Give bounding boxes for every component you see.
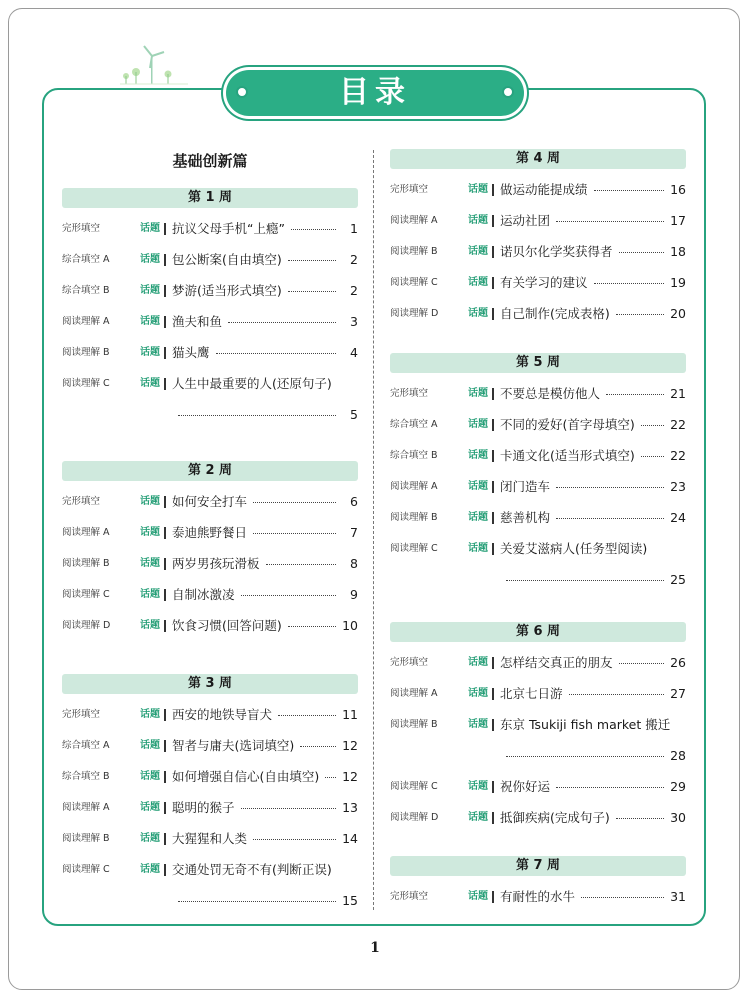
tag-separator [164,223,166,235]
toc-entry [390,508,686,528]
dot-leader [556,221,664,222]
toc-entry [390,211,686,231]
topic-tag: 话题 [140,771,160,782]
entry-page-number: 25 [670,572,686,587]
entry-title: 聪明的猴子 [172,800,235,815]
entry-title: 抗议父母手机“上瘾” [172,221,285,236]
tag-separator [164,864,166,876]
topic-tag: 话题 [468,719,488,730]
dot-leader [594,190,664,191]
entry-page-number: 2 [350,283,358,298]
entry-page-number: 3 [350,314,358,329]
toc-entry-continuation [390,746,686,766]
entry-title: 不同的爱好(首字母填空) [500,417,635,432]
tag-separator [164,589,166,601]
entry-title: 闭门造车 [500,479,551,494]
topic-tag: 话题 [468,512,488,523]
page-title: 目录 [339,75,411,110]
topic-tag: 话题 [140,558,160,569]
dot-leader [266,564,336,565]
dot-leader [556,518,664,519]
entry-type: 阅读理解 B [390,512,438,523]
topic-tag: 话题 [140,496,160,507]
week-header: 第 4 周 [390,149,686,169]
dot-leader [178,415,336,416]
toc-entry [390,446,686,466]
entry-type: 阅读理解 D [390,812,439,823]
dot-leader [616,818,664,819]
topic-tag: 话题 [468,688,488,699]
entry-title: 关爱艾滋病人(任务型阅读) [500,541,648,556]
entry-title: 做运动能提成绩 [500,182,588,197]
entry-page-number: 1 [350,221,358,236]
tag-separator [492,543,494,555]
entry-type: 阅读理解 A [390,688,438,699]
toc-entry-continuation [62,405,358,425]
toc-entry [390,273,686,293]
entry-title: 西安的地铁导盲犬 [172,707,273,722]
topic-tag: 话题 [468,481,488,492]
entry-title: 卡通文化(适当形式填空) [500,448,635,463]
page-number: 1 [370,940,380,956]
dot-leader [178,901,336,902]
toc-entry [390,477,686,497]
entry-page-number: 18 [670,244,686,259]
tag-separator [492,657,494,669]
tag-separator [164,316,166,328]
entry-type: 综合填空 B [62,285,110,296]
entry-title: 如何增强自信心(自由填空) [172,769,320,784]
entry-title: 泰迪熊野餐日 [172,525,248,540]
entry-type: 阅读理解 B [62,558,110,569]
topic-tag: 话题 [140,864,160,875]
topic-tag: 话题 [140,285,160,296]
entry-title: 自己制作(完成表格) [500,306,610,321]
entry-type: 完形填空 [390,184,429,195]
dot-leader [216,353,336,354]
dot-leader [506,756,664,757]
toc-entry [390,415,686,435]
entry-title: 交通处罚无奇不有(判断正误) [172,862,332,877]
entry-page-number: 27 [670,686,686,701]
week-header: 第 7 周 [390,856,686,876]
toc-entry [62,343,358,363]
dot-leader [641,425,664,426]
tag-separator [164,740,166,752]
topic-tag: 话题 [140,378,160,389]
entry-page-number: 2 [350,252,358,267]
entry-page-number: 17 [670,213,686,228]
entry-page-number: 12 [342,738,358,753]
entry-page-number: 31 [670,889,686,904]
toc-entry [62,585,358,605]
topic-tag: 话题 [140,740,160,751]
topic-tag: 话题 [140,347,160,358]
topic-tag: 话题 [468,543,488,554]
toc-entry [62,860,358,880]
topic-tag: 话题 [468,246,488,257]
entry-type: 综合填空 B [390,450,438,461]
topic-tag: 话题 [140,527,160,538]
entry-title: 包公断案(自由填空) [172,252,282,267]
entry-page-number: 10 [342,618,358,633]
tag-separator [492,184,494,196]
entry-type: 完形填空 [390,657,429,668]
entry-type: 阅读理解 A [62,802,110,813]
entry-page-number: 14 [342,831,358,846]
tag-separator [164,620,166,632]
entry-title: 东京 Tsukiji fish market 搬迁 [500,717,671,732]
toc-entry [390,777,686,797]
dot-leader [253,839,336,840]
toc-entry [62,312,358,332]
title-banner [226,70,524,116]
dot-leader [253,502,336,503]
dot-leader [288,291,336,292]
entry-type: 阅读理解 B [390,246,438,257]
dot-leader [556,787,664,788]
dot-leader [288,260,336,261]
toc-entry [62,705,358,725]
entry-type: 完形填空 [62,223,101,234]
topic-tag: 话题 [468,215,488,226]
dot-leader [288,626,336,627]
week-header: 第 1 周 [62,188,358,208]
toc-entry [390,684,686,704]
dot-leader [594,283,664,284]
dot-leader [569,694,664,695]
topic-tag: 话题 [140,709,160,720]
dot-leader [641,456,664,457]
dot-leader [619,663,664,664]
entry-type: 完形填空 [390,891,429,902]
entry-type: 综合填空 A [390,419,438,430]
entry-type: 阅读理解 C [62,864,110,875]
topic-tag: 话题 [468,657,488,668]
tag-separator [492,688,494,700]
entry-title: 饮食习惯(回答问题) [172,618,282,633]
entry-page-number: 7 [350,525,358,540]
entry-page-number: 20 [670,306,686,321]
tag-separator [164,802,166,814]
dot-leader [228,322,336,323]
entry-type: 阅读理解 D [390,308,439,319]
toc-entry [390,242,686,262]
toc-entry [390,304,686,324]
topic-tag: 话题 [468,277,488,288]
tag-separator [492,419,494,431]
topic-tag: 话题 [140,316,160,327]
entry-page-number: 12 [342,769,358,784]
dot-leader [616,314,664,315]
column-divider [373,150,374,910]
entry-page-number: 22 [670,417,686,432]
dot-leader [291,229,336,230]
entry-page-number: 24 [670,510,686,525]
toc-entry [62,798,358,818]
toc-entry [62,616,358,636]
topic-tag: 话题 [468,184,488,195]
dot-leader [619,252,664,253]
tag-separator [492,891,494,903]
toc-entry [62,219,358,239]
entry-title: 如何安全打车 [172,494,248,509]
dot-leader [606,394,664,395]
toc-entry [390,808,686,828]
entry-type: 阅读理解 D [62,620,111,631]
topic-tag: 话题 [140,620,160,631]
week-header: 第 5 周 [390,353,686,373]
tag-separator [164,347,166,359]
entry-title: 智者与庸夫(选词填空) [172,738,295,753]
entry-type: 阅读理解 A [390,215,438,226]
tag-separator [164,254,166,266]
topic-tag: 话题 [140,802,160,813]
tag-separator [492,512,494,524]
tag-separator [492,719,494,731]
toc-entry [62,554,358,574]
entry-page-number: 9 [350,587,358,602]
dot-leader [506,580,664,581]
dot-leader [253,533,336,534]
toc-entry [390,384,686,404]
section-title: 基础创新篇 [172,152,248,170]
entry-title: 祝你好运 [500,779,551,794]
week-header: 第 6 周 [390,622,686,642]
toc-entry [62,492,358,512]
entry-page-number: 19 [670,275,686,290]
topic-tag: 话题 [468,308,488,319]
entry-type: 综合填空 A [62,740,110,751]
entry-title: 梦游(适当形式填空) [172,283,282,298]
topic-tag: 话题 [468,388,488,399]
tag-separator [164,378,166,390]
entry-title: 两岁男孩玩滑板 [172,556,260,571]
windmill-trees-icon [118,40,190,86]
toc-entry [62,829,358,849]
dot-leader [300,746,336,747]
tag-separator [164,496,166,508]
entry-title: 不要总是模仿他人 [500,386,601,401]
entry-page-number: 5 [350,407,358,422]
entry-title: 大猩猩和人类 [172,831,248,846]
dot-leader [325,777,336,778]
entry-type: 完形填空 [62,496,101,507]
week-header: 第 2 周 [62,461,358,481]
tag-separator [492,812,494,824]
entry-type: 完形填空 [62,709,101,720]
entry-page-number: 22 [670,448,686,463]
entry-type: 阅读理解 A [390,481,438,492]
toc-entry [62,281,358,301]
dot-leader [241,595,336,596]
toc-entry [62,767,358,787]
topic-tag: 话题 [140,254,160,265]
entry-page-number: 6 [350,494,358,509]
tag-separator [164,558,166,570]
tag-separator [164,771,166,783]
entry-page-number: 4 [350,345,358,360]
dot-leader [278,715,336,716]
entry-type: 阅读理解 C [62,589,110,600]
dot-leader [581,897,664,898]
entry-type: 阅读理解 C [62,378,110,389]
topic-tag: 话题 [468,450,488,461]
topic-tag: 话题 [468,891,488,902]
tag-separator [492,246,494,258]
dot-leader [241,808,336,809]
toc-entry [62,736,358,756]
entry-title: 北京七日游 [500,686,563,701]
toc-entry [390,653,686,673]
entry-title: 猫头鹰 [172,345,210,360]
entry-page-number: 28 [670,748,686,763]
toc-entry [62,523,358,543]
topic-tag: 话题 [140,589,160,600]
tag-separator [492,388,494,400]
entry-title: 诺贝尔化学奖获得者 [500,244,613,259]
toc-entry [390,887,686,907]
entry-type: 综合填空 B [62,771,110,782]
entry-type: 阅读理解 B [390,719,438,730]
topic-tag: 话题 [468,419,488,430]
entry-title: 抵御疾病(完成句子) [500,810,610,825]
entry-page-number: 26 [670,655,686,670]
toc-entry-continuation [62,891,358,911]
tag-separator [164,833,166,845]
entry-page-number: 30 [670,810,686,825]
entry-type: 阅读理解 B [62,833,110,844]
entry-page-number: 16 [670,182,686,197]
entry-type: 阅读理解 B [62,347,110,358]
week-header: 第 3 周 [62,674,358,694]
toc-entry [390,715,686,735]
entry-type: 完形填空 [390,388,429,399]
tag-separator [492,481,494,493]
entry-title: 慈善机构 [500,510,551,525]
entry-page-number: 11 [342,707,358,722]
topic-tag: 话题 [468,781,488,792]
entry-title: 自制冰激凌 [172,587,235,602]
entry-page-number: 15 [342,893,358,908]
entry-type: 阅读理解 C [390,543,438,554]
entry-page-number: 8 [350,556,358,571]
tag-separator [492,308,494,320]
tag-separator [492,277,494,289]
entry-title: 人生中最重要的人(还原句子) [172,376,332,391]
entry-title: 运动社团 [500,213,551,228]
tag-separator [492,215,494,227]
entry-page-number: 23 [670,479,686,494]
entry-title: 有耐性的水牛 [500,889,576,904]
entry-title: 有关学习的建议 [500,275,588,290]
entry-type: 阅读理解 C [390,277,438,288]
topic-tag: 话题 [468,812,488,823]
toc-entry-continuation [390,570,686,590]
entry-page-number: 13 [342,800,358,815]
tag-separator [164,709,166,721]
toc-entry [62,374,358,394]
toc-entry [62,250,358,270]
toc-entry [390,539,686,559]
tag-separator [492,781,494,793]
entry-type: 阅读理解 A [62,527,110,538]
entry-page-number: 21 [670,386,686,401]
entry-title: 渔夫和鱼 [172,314,223,329]
dot-leader [556,487,664,488]
tag-separator [164,285,166,297]
entry-type: 阅读理解 A [62,316,110,327]
entry-page-number: 29 [670,779,686,794]
tag-separator [492,450,494,462]
toc-entry [390,180,686,200]
topic-tag: 话题 [140,223,160,234]
entry-type: 综合填空 A [62,254,110,265]
tag-separator [164,527,166,539]
entry-title: 怎样结交真正的朋友 [500,655,613,670]
entry-type: 阅读理解 C [390,781,438,792]
topic-tag: 话题 [140,833,160,844]
